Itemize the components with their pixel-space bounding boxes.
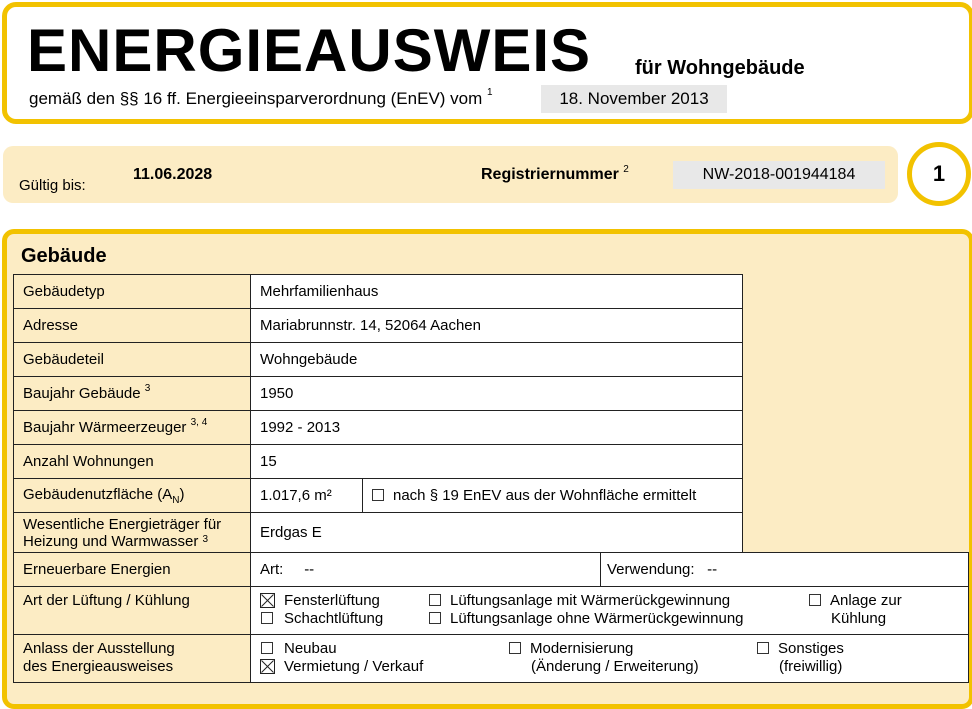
row-label: Adresse bbox=[14, 309, 251, 343]
building-type-value: Mehrfamilienhaus bbox=[251, 275, 743, 309]
row-label: Anzahl Wohnungen bbox=[14, 445, 251, 479]
footnote: 3, 4 bbox=[190, 417, 208, 428]
option-window-ventilation[interactable] bbox=[260, 592, 380, 610]
cooling-label-2: Kühlung bbox=[831, 610, 887, 627]
area-method-cell bbox=[363, 479, 743, 513]
page-number-badge: 1 bbox=[907, 142, 971, 206]
row-label bbox=[14, 411, 251, 445]
renewable-use-label: Verwendung: bbox=[607, 561, 695, 578]
row-label: Gebäudetyp bbox=[14, 275, 251, 309]
renewable-type-value: -- bbox=[304, 561, 315, 578]
table-row bbox=[14, 553, 969, 587]
validity-bar bbox=[3, 146, 898, 203]
photo-placeholder bbox=[743, 275, 969, 553]
legal-footnote: 1 bbox=[487, 87, 493, 98]
modernisation-label-2: (Änderung / Erweiterung) bbox=[531, 658, 699, 675]
row-label-text-end: ) bbox=[179, 485, 185, 503]
row-label: Art der Lüftung / Kühlung bbox=[14, 587, 251, 635]
option-cooling[interactable] bbox=[809, 592, 902, 628]
footnote: 3 bbox=[202, 533, 209, 545]
option-other[interactable] bbox=[757, 640, 844, 676]
shaft-ventilation-checkbox[interactable] bbox=[261, 612, 273, 624]
ventilation-options bbox=[251, 587, 969, 635]
construction-year-value: 1950 bbox=[251, 377, 743, 411]
rent-sale-label: Vermietung / Verkauf bbox=[284, 658, 424, 675]
renewable-use-cell bbox=[601, 553, 969, 587]
heat-generator-year-value: 1992 - 2013 bbox=[251, 411, 743, 445]
row-label: Erneuerbare Energien bbox=[14, 553, 251, 587]
area-method-checkbox[interactable] bbox=[372, 489, 384, 501]
section-title: Gebäude bbox=[21, 245, 107, 267]
table-row bbox=[14, 635, 969, 683]
row-label: Gebäudeteil bbox=[14, 343, 251, 377]
cooling-label-1: Anlage zur bbox=[830, 592, 902, 609]
address-value: Mariabrunnstr. 14, 52064 Aachen bbox=[251, 309, 743, 343]
registration-label bbox=[481, 166, 629, 184]
other-label-1: Sonstiges bbox=[778, 640, 844, 657]
window-ventilation-label: Fensterlüftung bbox=[284, 592, 380, 609]
energy-carrier-value: Erdgas E bbox=[251, 513, 743, 553]
option-shaft-ventilation[interactable] bbox=[260, 610, 383, 628]
document-subtitle: für Wohngebäude bbox=[635, 57, 805, 79]
ventilation-with-hr-label: Lüftungsanlage mit Wärmerückgewinnung bbox=[450, 592, 731, 609]
registration-number-field: NW-2018-001944184 bbox=[673, 161, 885, 189]
row-label-text-2: des Energieausweises bbox=[23, 658, 174, 675]
ventilation-without-hr-label: Lüftungsanlage ohne Wärmerückgewinnung bbox=[450, 610, 744, 627]
row-label-text-2: Heizung und Warmwasser bbox=[23, 532, 199, 550]
usable-area-value: 1.017,6 m² bbox=[251, 479, 363, 513]
legal-basis bbox=[29, 89, 493, 109]
area-method-label: nach § 19 EnEV aus der Wohnfläche ermittelt bbox=[393, 487, 697, 504]
renewable-type-label: Art: bbox=[260, 561, 284, 578]
issue-reason-options bbox=[251, 635, 969, 683]
subscript: N bbox=[172, 494, 180, 506]
row-label-text: Wesentliche Energieträger für bbox=[23, 515, 222, 533]
cooling-checkbox[interactable] bbox=[809, 594, 821, 606]
valid-until-label: Gültig bis: bbox=[19, 177, 86, 194]
footnote: 3 bbox=[144, 383, 151, 394]
row-label-text: Gebäudenutzfläche (A bbox=[23, 485, 173, 503]
other-checkbox[interactable] bbox=[757, 642, 769, 654]
row-label bbox=[14, 479, 251, 513]
option-ventilation-without-hr[interactable] bbox=[429, 610, 744, 628]
new-building-checkbox[interactable] bbox=[261, 642, 273, 654]
renewable-use-value: -- bbox=[707, 561, 718, 578]
registration-label-text: Registriernummer bbox=[481, 166, 619, 183]
option-ventilation-with-hr[interactable] bbox=[429, 592, 730, 610]
ventilation-with-hr-checkbox[interactable] bbox=[429, 594, 441, 606]
option-new-building[interactable] bbox=[260, 640, 337, 658]
building-section bbox=[2, 229, 972, 709]
renewable-type-cell bbox=[251, 553, 601, 587]
apartment-count-value: 15 bbox=[251, 445, 743, 479]
option-rent-sale[interactable] bbox=[260, 658, 423, 676]
ventilation-without-hr-checkbox[interactable] bbox=[429, 612, 441, 624]
enev-date-field: 18. November 2013 bbox=[541, 85, 727, 113]
row-label-text: Baujahr Wärmeerzeuger bbox=[23, 419, 187, 436]
other-label-2: (freiwillig) bbox=[779, 658, 843, 675]
document-title: ENERGIEAUSWEIS bbox=[27, 17, 592, 84]
row-label bbox=[14, 635, 251, 683]
rent-sale-checkbox[interactable] bbox=[260, 659, 275, 674]
header-box bbox=[2, 2, 972, 124]
window-ventilation-checkbox[interactable] bbox=[260, 593, 275, 608]
legal-text: gemäß den §§ 16 ff. Energieeinsparverordnung (EnEV) vom bbox=[29, 89, 483, 108]
new-building-label: Neubau bbox=[284, 640, 337, 657]
modernisation-label-1: Modernisierung bbox=[530, 640, 634, 657]
shaft-ventilation-label: Schachtlüftung bbox=[284, 610, 384, 627]
row-label-text: Baujahr Gebäude bbox=[23, 385, 141, 402]
row-label-text: Anlass der Ausstellung bbox=[23, 640, 175, 657]
table-row bbox=[14, 587, 969, 635]
registration-footnote: 2 bbox=[623, 164, 629, 175]
option-modernisation[interactable] bbox=[509, 640, 699, 676]
modernisation-checkbox[interactable] bbox=[509, 642, 521, 654]
building-table bbox=[13, 274, 969, 683]
row-label bbox=[14, 377, 251, 411]
valid-until-date: 11.06.2028 bbox=[133, 166, 213, 183]
row-label bbox=[14, 513, 251, 553]
table-row bbox=[14, 275, 969, 309]
building-part-value: Wohngebäude bbox=[251, 343, 743, 377]
